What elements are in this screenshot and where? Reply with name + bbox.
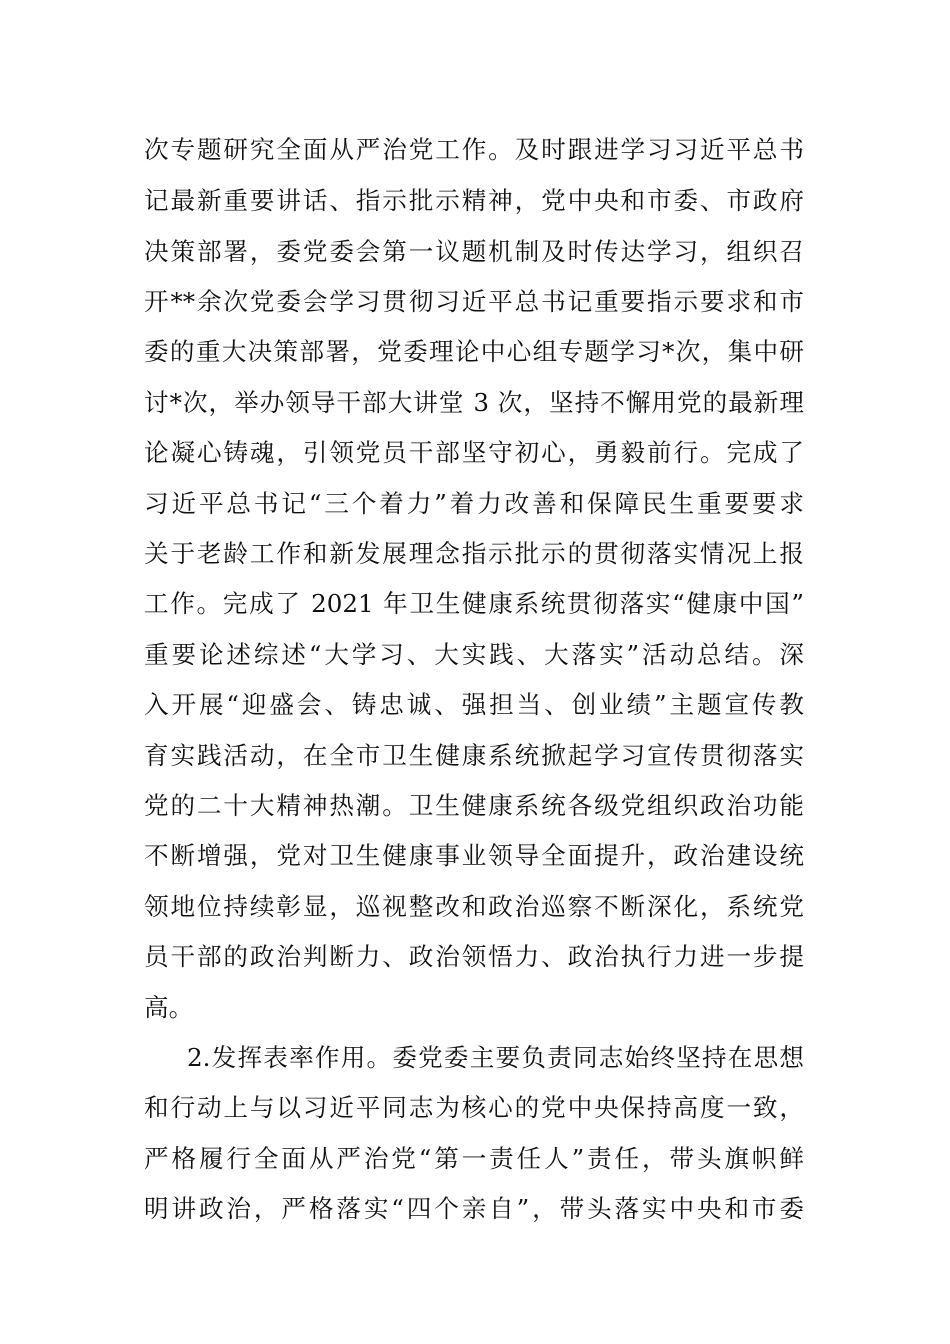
paragraph-1-line-5: 委的重大决策部署，党委理论中心组专题学习*次，集中研 (144, 337, 804, 366)
paragraph-1-line-18: 高。 (144, 993, 194, 1022)
paragraph-1-line-4: 开**余次党委会学习贯彻习近平总书记重要指示要求和市 (144, 287, 804, 316)
paragraph-1-line-2: 记最新重要讲话、指示批示精神，党中央和市委、市政府 (144, 186, 804, 215)
paragraph-1-line-14: 党的二十大精神热潮。卫生健康系统各级党组织政治功能 (144, 791, 804, 820)
paragraph-1-line-6: 讨*次，举办领导干部大讲堂 3 次，坚持不懈用党的最新理 (144, 388, 804, 417)
paragraph-1-line-9: 关于老龄工作和新发展理念指示批示的贯彻落实情况上报 (144, 539, 804, 568)
paragraph-1-line-3: 决策部署，委党委会第一议题机制及时传达学习，组织召 (144, 237, 804, 266)
paragraph-2-line-3: 严格履行全面从严治党“第一责任人”责任，带头旗帜鲜 (144, 1144, 804, 1173)
paragraph-1-line-15: 不断增强，党对卫生健康事业领导全面提升，政治建设统 (144, 841, 804, 870)
paragraph-1-line-16: 领地位持续彰显，巡视整改和政治巡察不断深化，系统党 (144, 892, 804, 921)
paragraph-1-line-17: 员干部的政治判断力、政治领悟力、政治执行力进一步提 (144, 942, 804, 971)
paragraph-2-line-4: 明讲政治，严格落实“四个亲自”，带头落实中央和市委 (144, 1194, 804, 1223)
paragraph-1-line-13: 育实践活动，在全市卫生健康系统掀起学习宣传贯彻落实 (144, 741, 804, 770)
paragraph-2-line-2: 和行动上与以习近平同志为核心的党中央保持高度一致， (144, 1093, 804, 1122)
paragraph-1-line-12: 入开展“迎盛会、铸忠诚、强担当、创业绩”主题宣传教 (144, 690, 804, 719)
paragraph-1-line-10: 工作。完成了 2021 年卫生健康系统贯彻落实“健康中国” (144, 589, 804, 618)
paragraph-1-line-7: 论凝心铸魂，引领党员干部坚守初心，勇毅前行。完成了 (144, 438, 804, 467)
paragraph-1-line-1: 次专题研究全面从严治党工作。及时跟进学习习近平总书 (144, 135, 804, 164)
paragraph-2-line-1: 2.发挥表率作用。委党委主要负责同志始终坚持在思想 (187, 1043, 804, 1072)
paragraph-1-line-11: 重要论述综述“大学习、大实践、大落实”活动总结。深 (144, 640, 804, 669)
paragraph-1-line-8: 习近平总书记“三个着力”着力改善和保障民生重要要求 (144, 489, 804, 518)
